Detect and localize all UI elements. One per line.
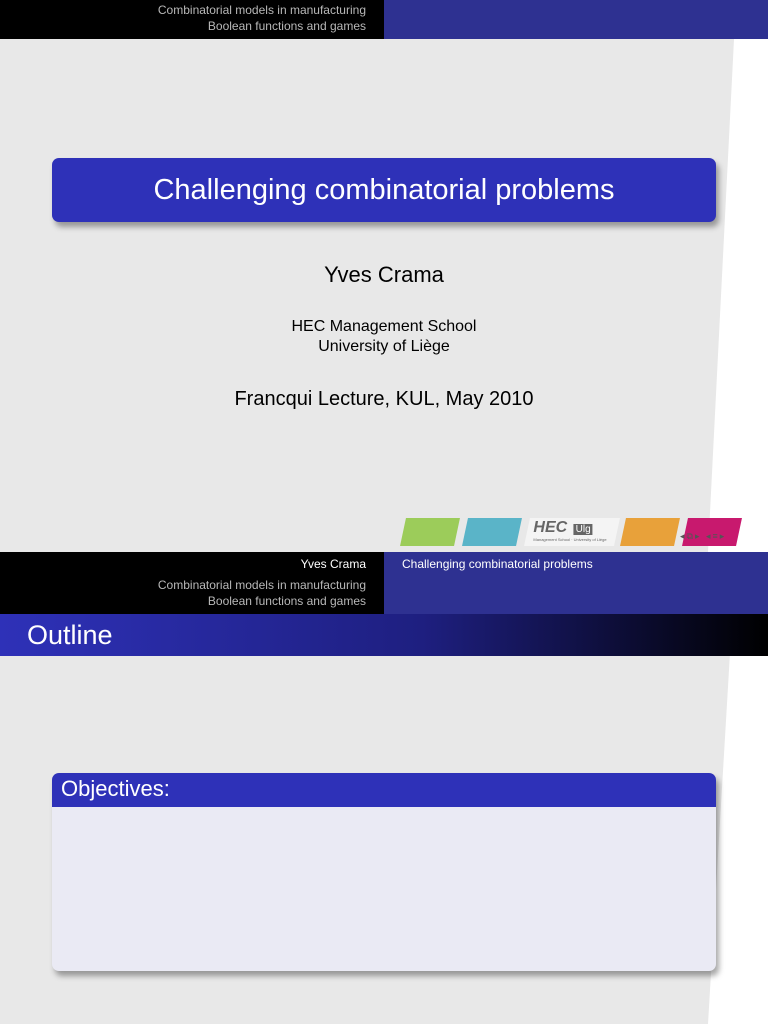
- institute-line-1: HEC Management School: [291, 318, 477, 335]
- header-title-area: [384, 0, 768, 39]
- color-bar-orange: [620, 518, 680, 546]
- header-section-1[interactable]: Combinatorial models in manufacturing: [157, 578, 366, 592]
- header-section-1[interactable]: Combinatorial models in manufacturing: [157, 3, 366, 17]
- logo-strip: [0, 518, 768, 546]
- header-presentation-title[interactable]: Challenging combinatorial problems: [402, 557, 593, 571]
- objectives-block: [52, 773, 716, 971]
- header-title-area: [384, 552, 768, 614]
- header-author[interactable]: Yves Crama: [300, 557, 366, 571]
- header-sections: [0, 552, 384, 614]
- header-section-2[interactable]: Boolean functions and games: [207, 19, 366, 33]
- hec-logo-subtext: Management School · University of Liège: [533, 537, 607, 542]
- nav-section-icon[interactable]: ◂≡▸: [705, 531, 727, 541]
- ulg-logo-badge: Ulg: [575, 524, 591, 535]
- outline-slide: [0, 552, 768, 1024]
- hec-logo-text: HEC: [533, 519, 568, 536]
- presentation-title: Challenging combinatorial problems: [52, 158, 716, 222]
- beamer-navigation: [680, 531, 726, 542]
- institute-line-2: University of Liège: [318, 338, 450, 355]
- header-section-2[interactable]: Boolean functions and games: [207, 594, 366, 608]
- author-name: Yves Crama: [324, 262, 444, 287]
- block-title: Objectives:: [52, 773, 716, 807]
- color-bar-green: [400, 518, 460, 546]
- color-bar-teal: [462, 518, 522, 546]
- frame-title: Outline: [0, 614, 768, 656]
- hec-logo: [524, 518, 620, 546]
- event-date: Francqui Lecture, KUL, May 2010: [234, 388, 534, 410]
- nav-frame-icon[interactable]: ◂⧉▸: [680, 531, 702, 541]
- header-sections: [0, 0, 384, 39]
